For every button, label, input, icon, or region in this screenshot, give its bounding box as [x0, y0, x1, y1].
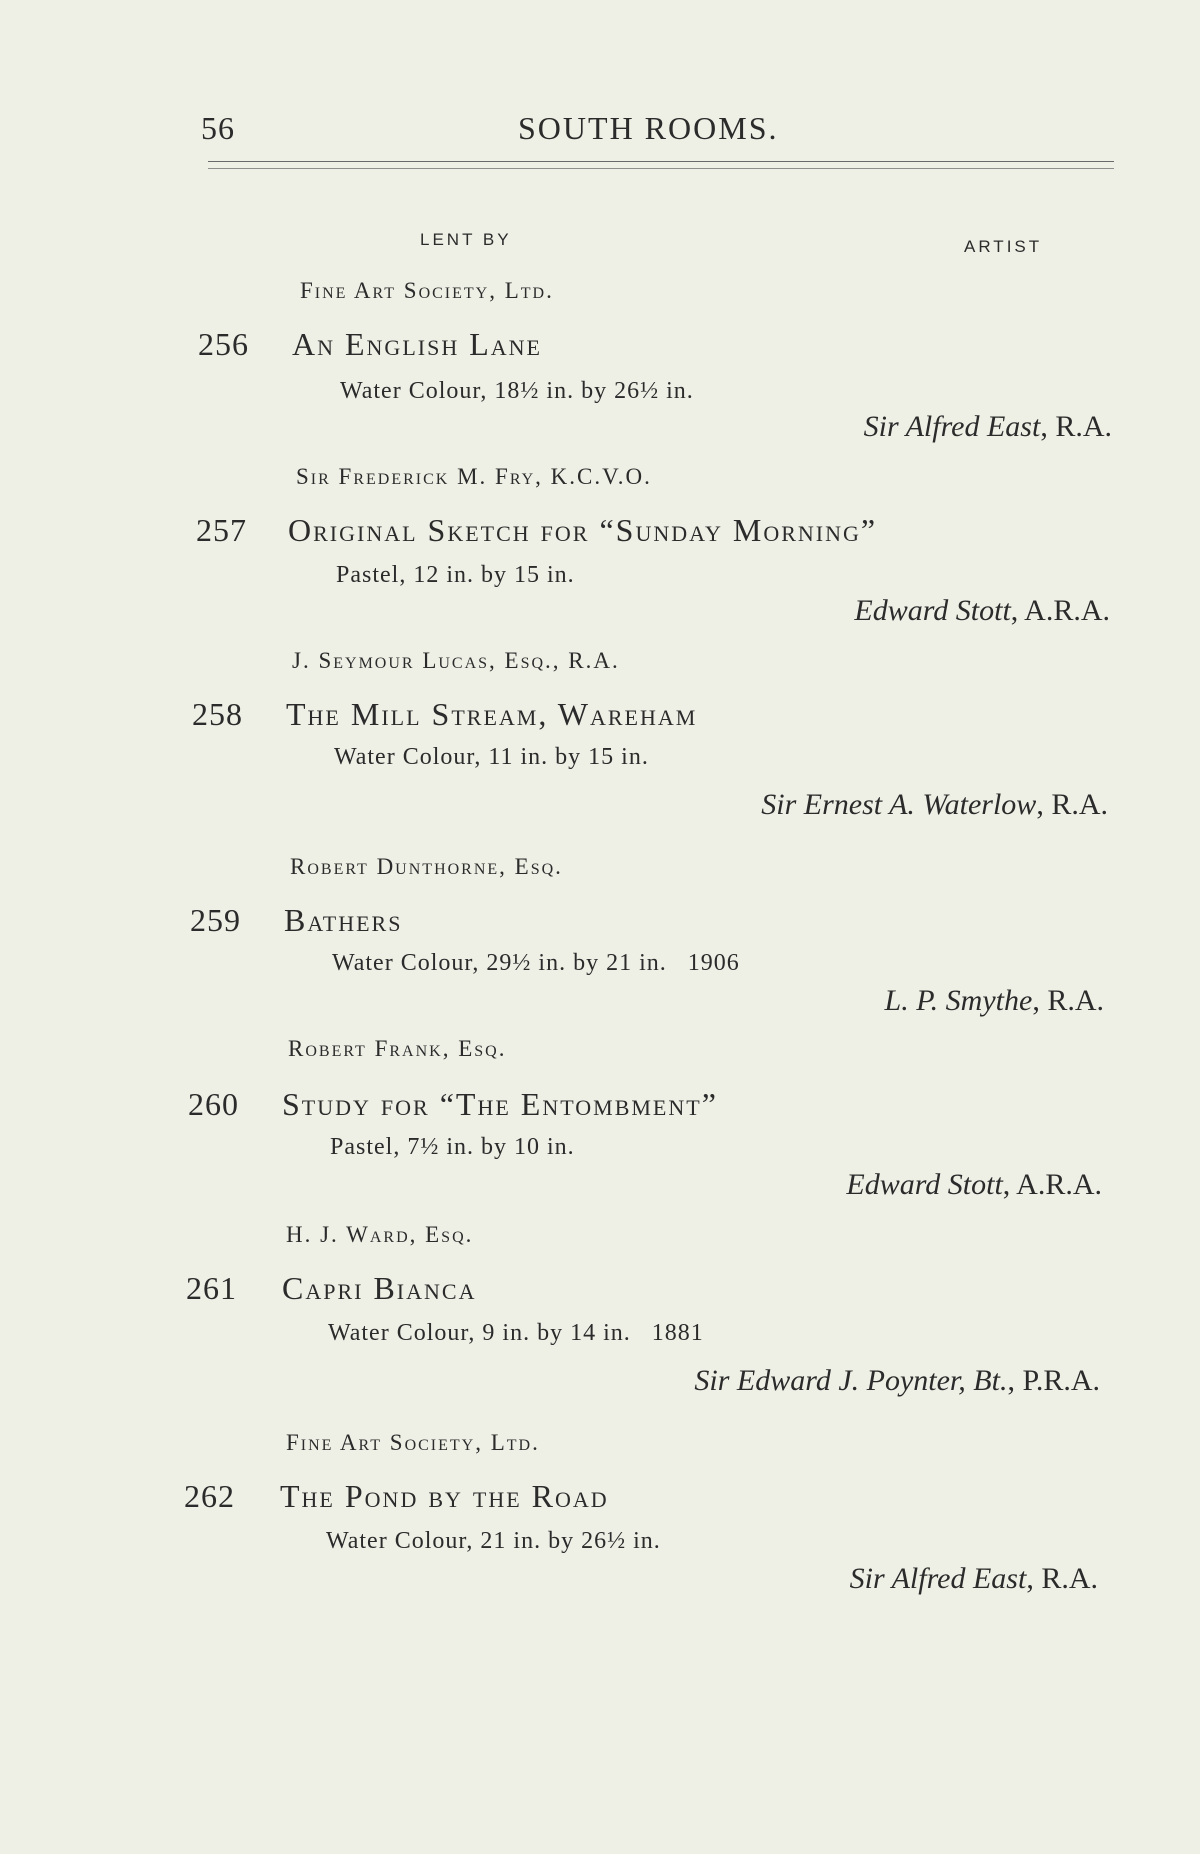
medium: Pastel, 12 in. by 15 in. [336, 562, 575, 588]
artist: Edward Stott, A.R.A. [854, 594, 1110, 627]
entry-title: Bathers [284, 902, 403, 938]
artist-name: Sir Alfred East [849, 1562, 1027, 1595]
artist: Edward Stott, A.R.A. [846, 1168, 1102, 1201]
artist-suffix: A.R.A. [1016, 1168, 1102, 1201]
header-rule [208, 161, 1114, 162]
artist-suffix: R.A. [1041, 1562, 1098, 1595]
artist-suffix: A.R.A. [1024, 594, 1110, 627]
lender: Robert Frank, Esq. [288, 1036, 507, 1061]
entry-title: Study for “The Entombment” [282, 1086, 718, 1122]
artist: Sir Edward J. Poynter, Bt., P.R.A. [694, 1364, 1100, 1397]
lent-by-column-heading: LENT BY [420, 230, 512, 249]
medium: Water Colour, 29½ in. by 21 in. 1906 [332, 950, 740, 976]
entry-title: Capri Bianca [282, 1270, 477, 1306]
artist-name: Sir Ernest A. Waterlow [761, 788, 1037, 821]
artist: Sir Alfred East, R.A. [849, 1562, 1098, 1595]
entry-number: 259 [190, 902, 241, 938]
lender: J. Seymour Lucas, Esq., R.A. [292, 648, 620, 673]
artist-name: L. P. Smythe [884, 984, 1033, 1017]
running-head: SOUTH ROOMS. [518, 110, 779, 146]
medium: Water Colour, 9 in. by 14 in. 1881 [328, 1320, 704, 1346]
artist: L. P. Smythe, R.A. [884, 984, 1104, 1017]
entry-number: 262 [184, 1478, 235, 1514]
header-rule-secondary [208, 168, 1114, 169]
artist-name: Edward Stott [854, 594, 1011, 627]
lender: Fine Art Society, Ltd. [300, 278, 554, 303]
entry-title: The Pond by the Road [280, 1478, 609, 1514]
entry-number: 257 [196, 512, 247, 548]
artist-suffix: P.R.A. [1022, 1364, 1100, 1397]
lender: Sir Frederick M. Fry, K.C.V.O. [296, 464, 652, 489]
entry-title: An English Lane [292, 326, 542, 362]
entry-title: Original Sketch for “Sunday Morning” [288, 512, 878, 548]
entry-number: 258 [192, 696, 243, 732]
artist-suffix: R.A. [1047, 984, 1104, 1017]
medium: Water Colour, 21 in. by 26½ in. [326, 1528, 661, 1554]
lender: Robert Dunthorne, Esq. [290, 854, 563, 879]
lender: H. J. Ward, Esq. [286, 1222, 474, 1247]
artist-suffix: R.A. [1051, 788, 1108, 821]
medium: Water Colour, 18½ in. by 26½ in. [340, 378, 694, 404]
entry-number: 256 [198, 326, 249, 362]
entry-title: The Mill Stream, Wareham [286, 696, 698, 732]
artist-suffix: R.A. [1055, 410, 1112, 443]
medium: Pastel, 7½ in. by 10 in. [330, 1134, 575, 1160]
artist-column-heading: ARTIST [964, 237, 1043, 256]
entry-number: 260 [188, 1086, 239, 1122]
medium: Water Colour, 11 in. by 15 in. [334, 744, 649, 770]
page-number: 56 [201, 110, 235, 146]
artist: Sir Ernest A. Waterlow, R.A. [761, 788, 1108, 821]
artist-name: Edward Stott [846, 1168, 1003, 1201]
artist-name: Sir Alfred East [863, 410, 1041, 443]
entry-number: 261 [186, 1270, 237, 1306]
artist-name: Sir Edward J. Poynter, Bt. [694, 1364, 1008, 1397]
lender: Fine Art Society, Ltd. [286, 1430, 540, 1455]
artist: Sir Alfred East, R.A. [863, 410, 1112, 443]
